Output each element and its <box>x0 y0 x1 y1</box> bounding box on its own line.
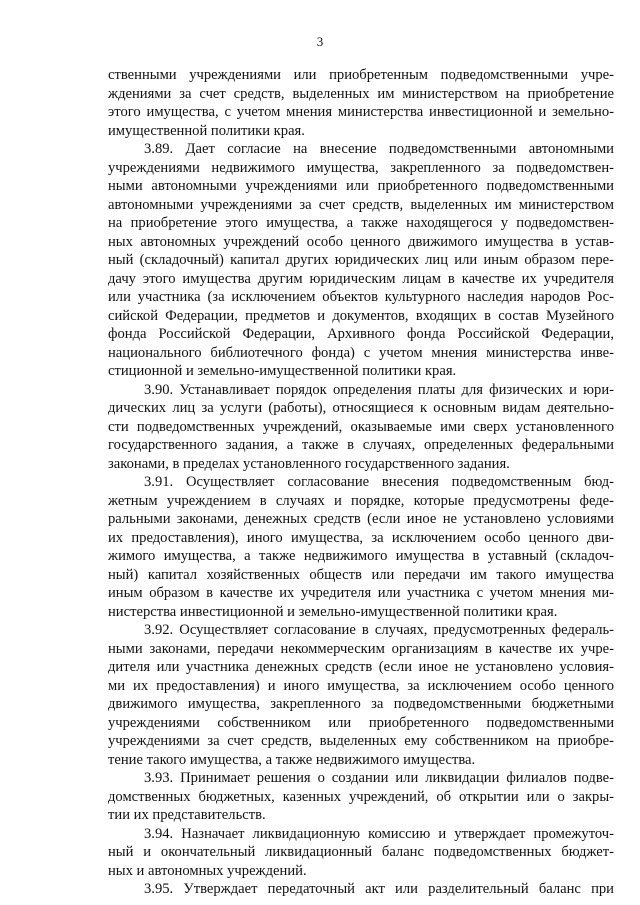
text-line: 3.93. Принимает решения о создании или ликвидации филиалов подве- <box>144 770 614 786</box>
text-line: ными автономными учреждениями или приобретенного подведомственными <box>108 178 614 194</box>
text-line: ждениями за счет средств, выделенных им министерством на приобретение <box>108 85 614 102</box>
text-line: 3.89. Дает согласие на внесение подведомственными автономными <box>144 141 614 157</box>
paragraph-item-3-91 <box>108 473 614 621</box>
text-line: автономными учреждениями за счет средств, выделенных им министерством <box>108 196 614 213</box>
text-line: 3.92. Осуществляет согласование в случаях, предусмотренных федераль- <box>144 622 614 638</box>
text-line: 3.90. Устанавливает порядок определения платы для физических и юри- <box>144 381 614 398</box>
text-line: жимого имущества, а также недвижимого имущества в уставный (складоч- <box>108 548 614 564</box>
text-line: 3.95. Утверждает передаточный акт или разделительный баланс при <box>144 881 614 897</box>
text-line: домственных бюджетных, казенных учреждений, об открытии или о закры- <box>108 788 614 805</box>
text-line: ральными законами, денежных средств (если иное не установлено условиями <box>108 511 614 527</box>
text-line: на приобретение этого имущества, а также находящегося у подведомствен- <box>108 215 614 231</box>
paragraph-item-3-94 <box>108 825 614 881</box>
text-line: сти подведомственных учреждений, оказываемые ими сверх установленного <box>108 418 614 435</box>
text-line: тение такого имущества, а также недвижимого имущества. <box>108 751 476 768</box>
text-line: или участника (за исключением объектов культурного наследия народов Рос- <box>108 289 614 305</box>
text-line: их предоставления), иного имущества, за исключением особо ценного дви- <box>108 529 614 546</box>
paragraph-item-3-93 <box>108 769 614 825</box>
text-line: учреждениями недвижимого имущества, закрепленного за подведомствен- <box>108 159 614 176</box>
text-line: иным образом в качестве их учредителя или участника с учетом мнения ми- <box>108 585 614 601</box>
text-line: жетным учреждением в случаях и порядке, которые предусмотрены феде- <box>108 492 614 509</box>
text-line: 3.91. Осуществляет согласование внесения подведомственным бюд- <box>144 474 614 490</box>
document-body <box>108 66 614 899</box>
text-line: законами, в пределах установленного государственного задания. <box>108 455 510 472</box>
text-line: сийской Федерации, предметов и документов, входящих в состав Музейного <box>108 307 614 324</box>
text-line: движимого имущества, закрепленного за подведомственными бюджетными <box>108 696 614 712</box>
text-line: ный и окончательный ликвидационный баланс подведомственных бюджет- <box>108 844 614 860</box>
text-line: тии их представительств. <box>108 807 266 823</box>
paragraph-continuation <box>108 66 614 140</box>
text-line: ными законами, передачи некоммерческим организациям в качестве их учре- <box>108 640 614 657</box>
text-line: национального библиотечного фонда) с учетом мнения министерства инве- <box>108 344 614 361</box>
paragraph-item-3-95 <box>108 880 614 899</box>
paragraph-item-3-90 <box>108 381 614 474</box>
text-line: этого имущества, с учетом мнения министерства инвестиционной и земельно- <box>108 104 614 120</box>
text-line: ный) капитал хозяйственных обществ или передачи им такого имущества <box>108 566 614 583</box>
text-line: учреждениями за счет средств, выделенных ему собственником на приобре- <box>108 733 614 749</box>
text-line: фонда Российской Федерации, Архивного фонда Российской Федерации, <box>108 326 614 342</box>
text-line: ных и автономных учреждений. <box>108 862 307 879</box>
text-line: 3.94. Назначает ликвидационную комиссию и утверждает промежуточ- <box>144 825 614 842</box>
text-line: государственного задания, а также в случаях, определенных федеральными <box>108 437 614 453</box>
text-line: стиционной и земельно-имущественной политики края. <box>108 363 457 379</box>
paragraph-item-3-89 <box>108 140 614 381</box>
text-line: учреждениями собственником или приобретенного подведомственными <box>108 714 614 731</box>
text-line: дических лиц за услуги (работы), относящиеся к основным видам деятельно- <box>108 400 614 416</box>
text-line: дачу этого имущества другим юридическим лицам в качестве их учредителя <box>108 270 614 287</box>
page-number: 3 <box>316 34 324 49</box>
text-line: нистерства инвестиционной и земельно-имущественной политики края. <box>108 603 558 620</box>
text-line: ственными учреждениями или приобретенным подведомственными учре- <box>108 67 614 83</box>
text-line: ми их предоставления) и иного имущества, за исключением особо ценного <box>108 677 614 694</box>
text-line: имущественной политики края. <box>108 122 305 139</box>
text-line: ных автономных учреждений особо ценного движимого имущества в устав- <box>108 233 614 250</box>
paragraph-item-3-92 <box>108 621 614 769</box>
text-line: дителя или участника денежных средств (если иное не установлено условия- <box>108 659 614 675</box>
text-line: ный (складочный) капитал других юридических лиц или иным образом пере- <box>108 252 614 268</box>
